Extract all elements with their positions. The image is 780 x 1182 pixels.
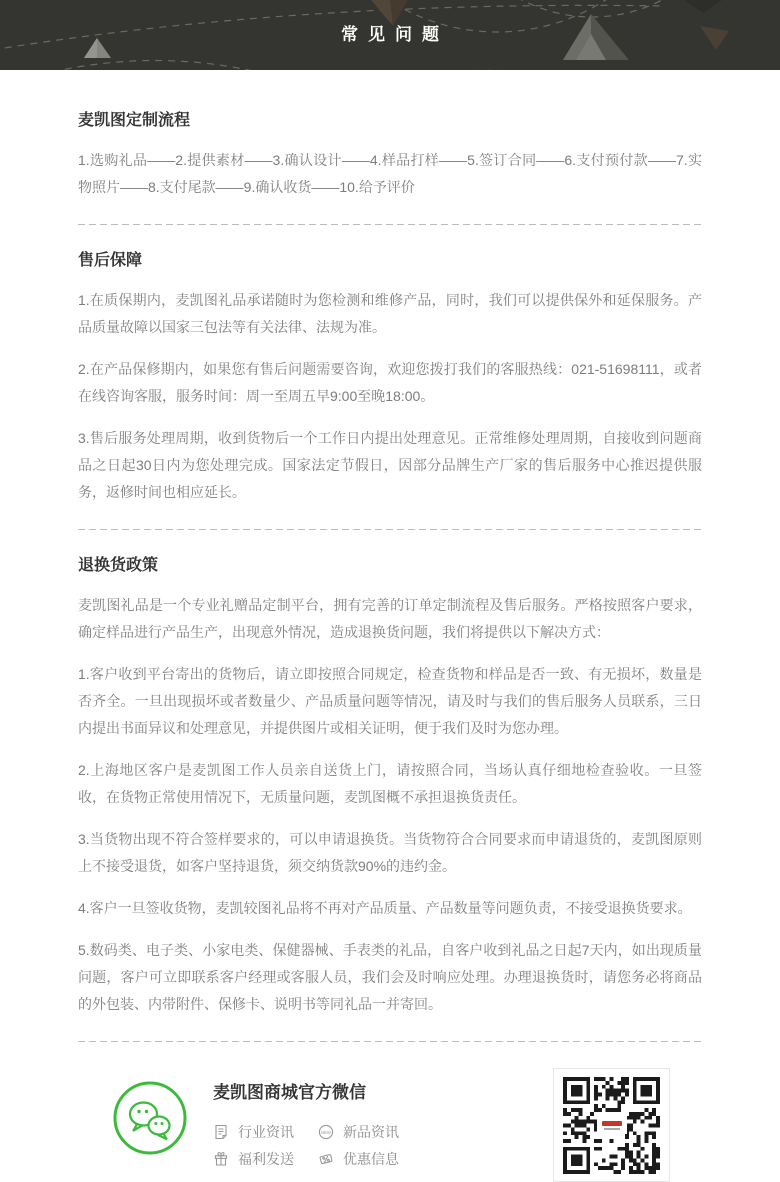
paragraph: 3.当货物出现不符合签样要求的，可以申请退换货。当货物符合合同要求而申请退货的，麦凯图原则上不接受退货，如客户坚持退货，须交纳货款90%的违约金。: [78, 831, 702, 874]
paragraph: 2.在产品保修期内，如果您有售后问题需要咨询，欢迎您拨打我们的客服热线：021-51698111，或者在线咨询客服，服务时间：周一至周五早9:00至晚18:00。: [78, 361, 702, 404]
dashed-divider: [78, 1041, 702, 1042]
section-custom-process: [78, 70, 702, 201]
svg-text:NEW: NEW: [321, 1129, 331, 1135]
paragraph: 4.客户一旦签收货物，麦凯较图礼品将不再对产品质量、产品数量等问题负责，不接受退换货要求。: [78, 900, 692, 916]
section-title: 售后保障: [78, 252, 143, 269]
page-title: 常见问题: [341, 25, 449, 44]
section-return-policy: [78, 555, 702, 1018]
qr-logo-line: [604, 1128, 620, 1130]
section-after-sales: [78, 250, 702, 506]
footer-item-label: 新品资讯: [343, 1123, 399, 1140]
gift-icon: [213, 1151, 229, 1167]
section-title: 麦凯图定制流程: [78, 112, 191, 129]
dashed-divider: [78, 224, 702, 225]
footer-item-new-products: [318, 1118, 399, 1145]
content: [0, 70, 780, 1182]
paragraph: 2.上海地区客户是麦凯图工作人员亲自送货上门，请按照合同，当场认真仔细地检查验收。一旦签收，在货物正常使用情况下，无质量问题，麦凯图概不承担退换货责任。: [78, 762, 702, 805]
coupon-icon: [318, 1151, 334, 1167]
qr-center-logo: [597, 1116, 627, 1134]
paragraph: 5.数码类、电子类、小家电类、保健器械、手表类的礼品，自客户收到礼品之日起7天内，如出现质量问题，客户可立即联系客户经理或客服人员，我们会及时响应处理。办理退换货时，请您务必将商品的外包装、内带附件、保修卡、说明书等同礼品一并寄回。: [78, 942, 702, 1012]
qr-logo-mark: [602, 1121, 622, 1126]
paragraph: 麦凯图礼品是一个专业礼赠品定制平台，拥有完善的订单定制流程及售后服务。严格按照客户要求，确定样品进行产品生产，出现意外情况，造成退换货问题，我们将提供以下解决方式：: [78, 597, 702, 640]
paragraph: 1.选购礼品——2.提供素材——3.确认设计——4.样品打样——5.签订合同——6.支付预付款——7.实物照片——8.支付尾款——9.确认收货——10.给予评价: [78, 152, 702, 195]
paragraph: 1.客户收到平台寄出的货物后，请立即按照合同规定，检查货物和样品是否一致、有无损坏，数量是否齐全。一旦出现损坏或者数量少、产品质量问题等情况，请及时与我们的售后服务人员联系，三日内提出书面异议和处理意见，并提供图片或相关证明，便于我们及时为您办理。: [78, 666, 702, 736]
wechat-icon: [112, 1080, 188, 1156]
footer-item-label: 福利发送: [238, 1150, 294, 1167]
paragraph: 1.在质保期内，麦凯图礼品承诺随时为您检测和维修产品，同时，我们可以提供保外和延保服务。产品质量故障以国家三包法等有关法律、法规为准。: [78, 292, 702, 335]
wechat-info: [213, 1083, 399, 1172]
section-title: 退换货政策: [78, 557, 159, 574]
dashed-divider: [78, 529, 702, 530]
footer-item-discounts: [318, 1145, 399, 1172]
footer-item-benefits: [213, 1145, 318, 1172]
wechat-footer: [78, 1067, 702, 1182]
wechat-feature-list: [213, 1118, 399, 1172]
footer-item-label: 行业资讯: [238, 1123, 294, 1140]
paragraph: 3.售后服务处理周期，收到货物后一个工作日内提出处理意见。正常维修处理周期，自接收到问题商品之日起30日内为您处理完成。国家法定节假日，因部分品牌生产厂家的售后服务中心推迟提供服务，返修时间也相应延长。: [78, 430, 702, 500]
footer-item-industry-news: [213, 1118, 318, 1145]
page-header: [0, 0, 780, 70]
qr-code: [553, 1068, 670, 1182]
wechat-account-title: 麦凯图商城官方微信: [213, 1083, 366, 1102]
new-badge-icon: [318, 1124, 334, 1140]
footer-item-label: 优惠信息: [343, 1150, 399, 1167]
news-doc-icon: [213, 1124, 229, 1140]
